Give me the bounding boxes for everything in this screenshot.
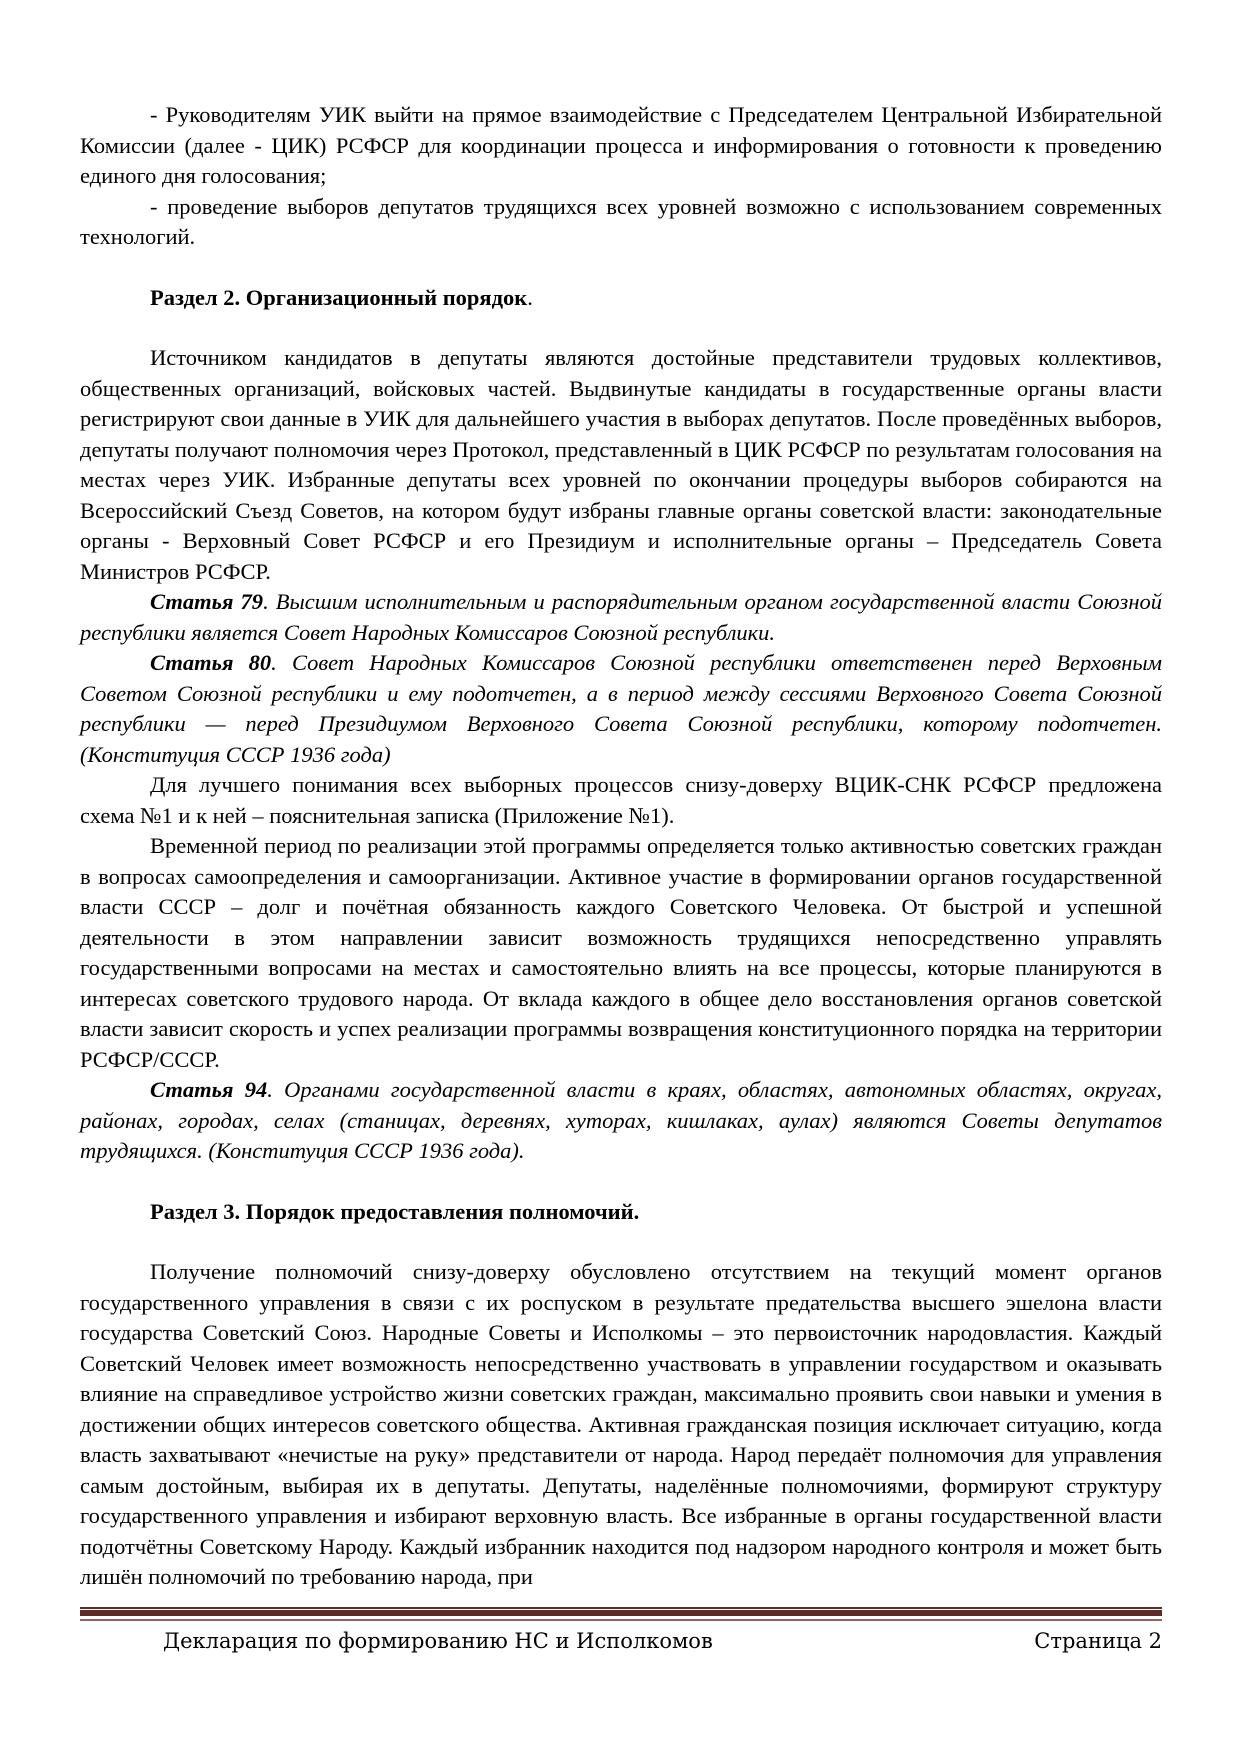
text-segment: Временной период по реализации этой программы определяется только активностью советских граждан в вопросах самоопределения и самоорганизации. Активное участие в формировании органов государственной власти СССР – долг и почётная обязанность каждого Советского Человека. От быстрой и успешной деятельности в этом направлении зависит возможность трудящихся непосредственно управлять государственными вопросами на местах и самостоятельно влиять на все процессы, которые планируются в интересах советского трудового народа. От вклада каждого в общее дело восстановления органов советской власти зависит скорость и успех реализации программы возвращения конституционного порядка на территории РСФСР/СССР. — [80, 833, 1162, 1072]
text-segment: Статья 80 — [150, 650, 272, 675]
text-segment: . Органами государственной власти в краях, областях, автономных областях, округах, районах, городах, селах (станицах, деревнях, хуторах, кишлаках, аулах) являются Советы депутатов трудящихся. (Конституция СССР 1936 года). — [80, 1077, 1163, 1163]
paragraph — [80, 100, 1162, 192]
paragraph — [80, 648, 1162, 770]
text-segment: Статья 94 — [150, 1077, 268, 1102]
paragraph — [80, 831, 1162, 1075]
footer-rule-thick — [80, 1610, 1162, 1616]
text-segment: Получение полномочий снизу-доверху обусловлено отсутствием на текущий момент органов государственного управления в связи с их роспуском в результате предательства высшего эшелона власти государства Советский Союз. Народные Советы и Исполкомы – это первоисточник народовластия. Каждый Советский Человек имеет возможность непосредственно участвовать в управлении государством и оказывать влияние на справедливое устройство жизни советских граждан, максимально проявить свои навыки и умения в достижении общих интересов советского общества. Активная гражданская позиция исключает ситуацию, когда власть захватывают «нечистые на руку» представители от народа. Народ передаёт полномочия для управления самым достойным, выбирая их в депутаты. Депутаты, наделённые полномочиями, формируют структуру государственного управления и избирают верховную власть. Все избранные в органы государственной власти подотчётны Советскому Народу. Каждый избранник находится под надзором народного контроля и может быть лишён полномочий по требованию народа, при — [80, 1259, 1162, 1589]
text-segment: Статья 79 — [150, 589, 264, 614]
page-footer — [80, 1628, 1162, 1655]
footer-page-number: Страница 2 — [1034, 1629, 1162, 1653]
text-segment: . Высшим исполнительным и распорядительным органом государственной власти Союзной республики является Совет Народных Комиссаров Союзной республики. — [80, 589, 1162, 645]
text-segment: Источником кандидатов в депутаты являются достойные представители трудовых коллективов, общественных организаций, войсковых частей. Выдвинутые кандидаты в государственные органы власти регистрируют свои данные в УИК для дальнейшего участия в выборах депутатов. После проведённых выборов, депутаты получают полномочия через Протокол, представленный в ЦИК РСФСР по результатам голосования на местах через УИК. Избранные депутаты всех уровней по окончании процедуры выборов собираются на Всероссийский Съезд Советов, на котором будут избраны главные органы советской власти: законодательные органы - Верховный Совет РСФСР и его Президиум и исполнительные органы – Председатель Совета Министров РСФСР. — [80, 345, 1162, 584]
paragraph — [80, 1257, 1162, 1593]
text-segment: . Совет Народных Комиссаров Союзной республики ответственен перед Верховным Советом Союзной республики и ему подотчетен, а в период между сессиями Верховного Совета Союзной республики — перед Президиумом Верховного Совета Союзной республики, которому подотчетен. (Конституция СССР 1936 года) — [80, 650, 1162, 767]
text-segment: Раздел 2. Организационный порядок — [150, 284, 528, 310]
paragraph — [80, 587, 1162, 648]
footer-rule-top — [80, 1607, 1162, 1609]
text-segment: - Руководителям УИК выйти на прямое взаимодействие с Председателем Центральной Избирательной Комиссии (далее - ЦИК) РСФСР для координации процесса и информирования о готовности к проведению единого дня голосования; — [80, 102, 1162, 188]
section-heading — [80, 283, 1162, 314]
section-heading — [80, 1197, 1162, 1228]
document-body — [80, 100, 1162, 1593]
paragraph — [80, 192, 1162, 253]
footer-separator — [80, 1607, 1162, 1621]
text-segment: Для лучшего понимания всех выборных процессов снизу-доверху ВЦИК-СНК РСФСР предложена схема №1 и к ней – пояснительная записка (Приложение №1). — [80, 772, 1162, 828]
paragraph — [80, 1075, 1162, 1167]
footer-rule-bottom — [80, 1619, 1162, 1621]
footer-doc-title: Декларация по формированию НС и Исполкомов — [163, 1629, 713, 1653]
text-segment: . — [527, 284, 533, 310]
text-segment: Раздел 3. Порядок предоставления полномочий. — [150, 1198, 640, 1224]
paragraph — [80, 343, 1162, 587]
paragraph — [80, 770, 1162, 831]
text-segment: - проведение выборов депутатов трудящихся всех уровней возможно с использованием современных технологий. — [80, 193, 1162, 249]
